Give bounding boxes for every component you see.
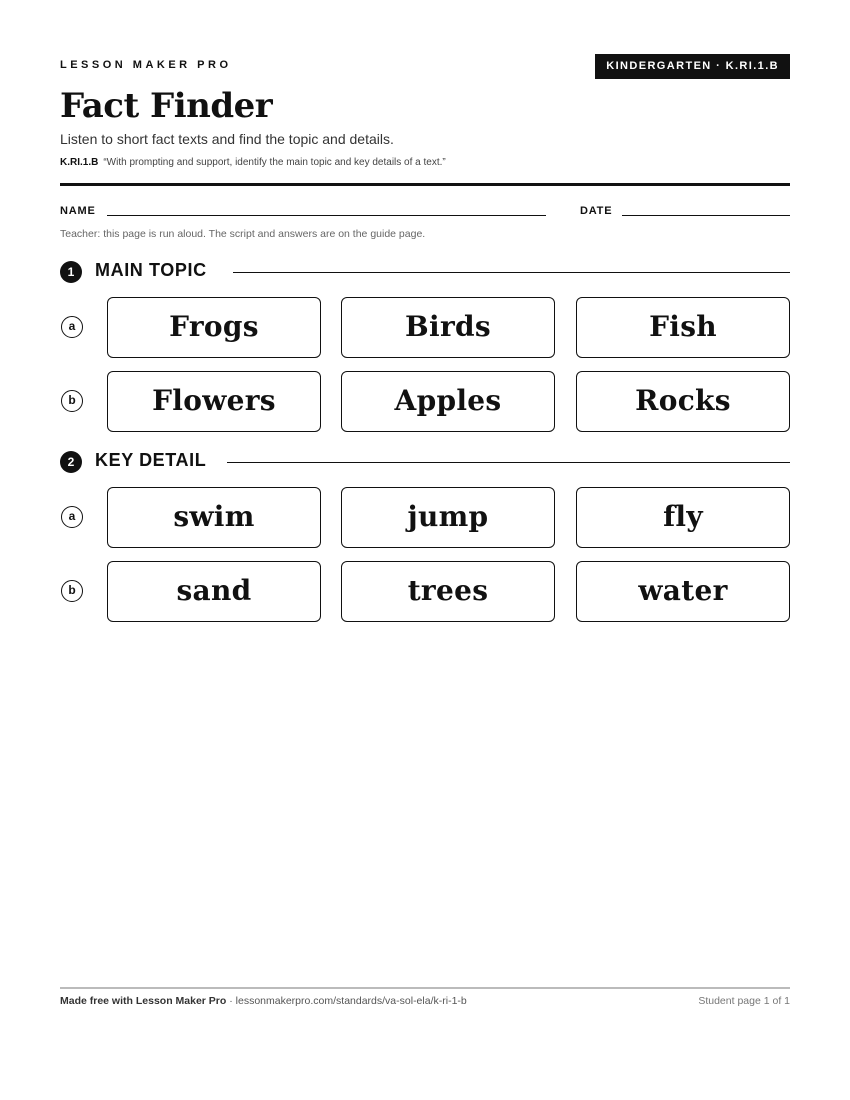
- section-title: MAIN TOPIC: [95, 260, 207, 280]
- answer-choice[interactable]: Frogs: [107, 297, 321, 358]
- section-title: KEY DETAIL: [95, 450, 207, 470]
- answer-choice[interactable]: Flowers: [107, 371, 321, 432]
- row-label-b: b: [61, 390, 83, 412]
- answer-choice[interactable]: sand: [107, 561, 321, 622]
- section-number-badge: 2: [60, 451, 82, 473]
- footer-page-number: Student page 1 of 1: [698, 995, 790, 1007]
- footer-separator: ·: [226, 995, 236, 1007]
- brand-name: LESSON MAKER PRO: [60, 59, 232, 71]
- row-label-a: a: [61, 316, 83, 338]
- section-number-badge: 1: [60, 261, 82, 283]
- name-label: NAME: [60, 205, 96, 217]
- standard-description: [60, 157, 446, 168]
- teacher-note: Teacher: this page is run aloud. The script and answers are on the guide page.: [60, 228, 426, 240]
- answer-choice[interactable]: jump: [341, 487, 555, 548]
- answer-choice[interactable]: Fish: [576, 297, 790, 358]
- section-divider: [233, 272, 790, 273]
- date-field[interactable]: [622, 215, 790, 216]
- section-main-topic: [60, 259, 790, 283]
- footer-credit: [60, 995, 467, 1007]
- page-subtitle: Listen to short fact texts and find the topic and details.: [60, 131, 394, 147]
- grade-standard-badge: KINDERGARTEN · K.RI.1.B: [595, 54, 790, 79]
- row-label-a: a: [61, 506, 83, 528]
- standard-text: “With prompting and support, identify the main topic and key details of a text.”: [103, 157, 446, 168]
- footer-url-link[interactable]: lessonmakerpro.com/standards/va-sol-ela/k-ri-1-b: [235, 995, 467, 1007]
- standard-code: K.RI.1.B: [60, 157, 99, 168]
- row-label-b: b: [61, 580, 83, 602]
- date-label: DATE: [580, 205, 613, 217]
- section-key-detail: [60, 449, 790, 473]
- answer-choice[interactable]: Apples: [341, 371, 555, 432]
- answer-choice[interactable]: Rocks: [576, 371, 790, 432]
- name-field[interactable]: [107, 215, 546, 216]
- answer-choice[interactable]: swim: [107, 487, 321, 548]
- worksheet-page: [60, 0, 790, 1100]
- answer-choice[interactable]: Birds: [341, 297, 555, 358]
- answer-choice[interactable]: water: [576, 561, 790, 622]
- answer-choice[interactable]: fly: [576, 487, 790, 548]
- footer-divider: [60, 987, 790, 989]
- header-divider: [60, 183, 790, 186]
- footer-made-with: Made free with Lesson Maker Pro: [60, 995, 227, 1007]
- page-title: Fact Finder: [60, 86, 273, 126]
- answer-choice[interactable]: trees: [341, 561, 555, 622]
- section-divider: [227, 462, 790, 463]
